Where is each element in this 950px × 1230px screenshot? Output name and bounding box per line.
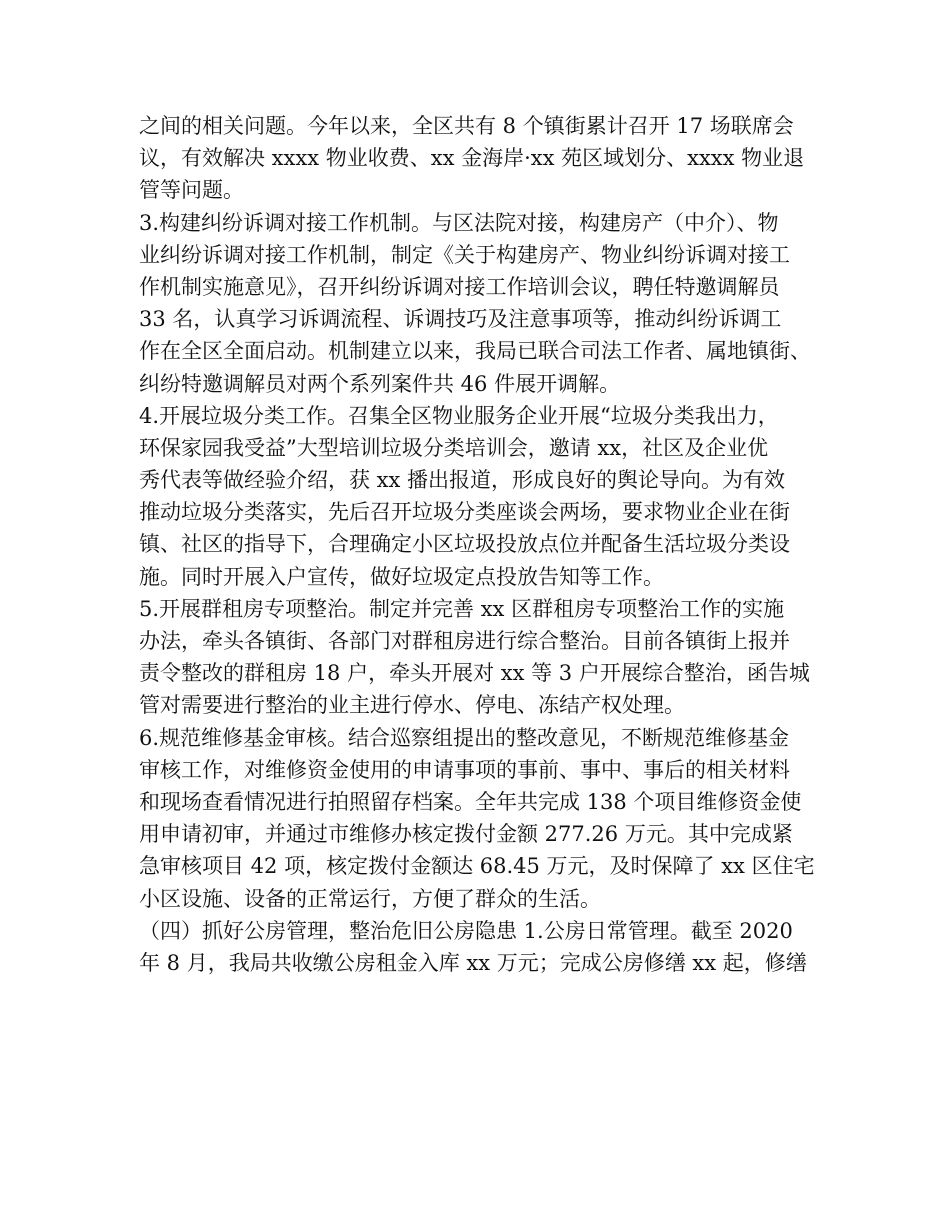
text-line: 议，有效解决 xxxx 物业收费、xx 金海岸·xx 苑区域划分、xxxx 物业退: [139, 146, 805, 171]
text-line: 用申请初审，并通过市维修办核定拨付金额 277.26 万元。其中完成紧: [139, 822, 793, 847]
text-line: 推动垃圾分类落实，先后召开垃圾分类座谈会两场，要求物业企业在街: [139, 500, 790, 525]
text-line: 6.规范维修基金审核。结合巡察组提出的整改意见，不断规范维修基金: [139, 725, 790, 750]
text-line: 环保家园我受益”大型培训垃圾分类培训会，邀请 xx，社区及企业优: [139, 435, 769, 460]
text-line: 33 名，认真学习诉调流程、诉调技巧及注意事项等，推动纠纷诉调工: [139, 307, 782, 332]
text-line: 办法，牵头各镇街、各部门对群租房进行综合整治。目前各镇街上报并: [139, 629, 790, 653]
text-line: 管等问题。: [139, 178, 244, 203]
text-line: 纠纷特邀调解员对两个系列案件共 46 件展开调解。: [139, 371, 621, 396]
text-line: 年 8 月，我局共收缴公房租金入库 xx 万元；完成公房修缮 xx 起，修缮: [139, 950, 807, 975]
text-line: 4.开展垃圾分类工作。召集全区物业服务企业开展“垃圾分类我出力，: [139, 403, 779, 428]
text-line: 秀代表等做经验介绍，获 xx 播出报道，形成良好的舆论导向。为有效: [139, 468, 786, 493]
text-line: 镇、社区的指导下，合理确定小区垃圾投放点位并配备生活垃圾分类设: [139, 532, 790, 557]
text-line: 施。同时开展入户宣传，做好垃圾定点投放告知等工作。: [139, 564, 664, 589]
text-line: 小区设施、设备的正常运行，方便了群众的生活。: [139, 886, 601, 911]
text-line: 管对需要进行整治的业主进行停水、停电、冻结产权处理。: [139, 693, 685, 718]
text-line: 3.构建纠纷诉调对接工作机制。与区法院对接，构建房产（中介）、物: [139, 210, 779, 235]
text-line: （四）抓好公房管理，整治危旧公房隐患 1.公房日常管理。截至 2020: [139, 918, 793, 943]
text-line: 责令整改的群租房 18 户，牵头开展对 xx 等 3 户开展综合整治，函告城: [139, 661, 810, 686]
text-line: 急审核项目 42 项，核定拨付金额达 68.45 万元，及时保障了 xx 区住宅: [139, 854, 815, 879]
text-line: 作在全区全面启动。机制建立以来，我局已联合司法工作者、属地镇街、: [139, 339, 811, 364]
text-line: 业纠纷诉调对接工作机制，制定《关于构建房产、物业纠纷诉调对接工: [139, 242, 790, 267]
text-line: 5.开展群租房专项整治。制定并完善 xx 区群租房专项整治工作的实施: [139, 596, 785, 621]
document-body: [139, 110, 819, 979]
text-line: 作机制实施意见》，召开纠纷诉调对接工作培训会议，聘任特邀调解员: [139, 274, 780, 299]
text-line: 和现场查看情况进行拍照留存档案。全年共完成 138 个项目维修资金使: [139, 789, 802, 814]
text-line: 审核工作，对维修资金使用的申请事项的事前、事中、事后的相关材料: [139, 757, 790, 782]
text-line: 之间的相关问题。今年以来，全区共有 8 个镇街累计召开 17 场联席会: [139, 114, 794, 138]
